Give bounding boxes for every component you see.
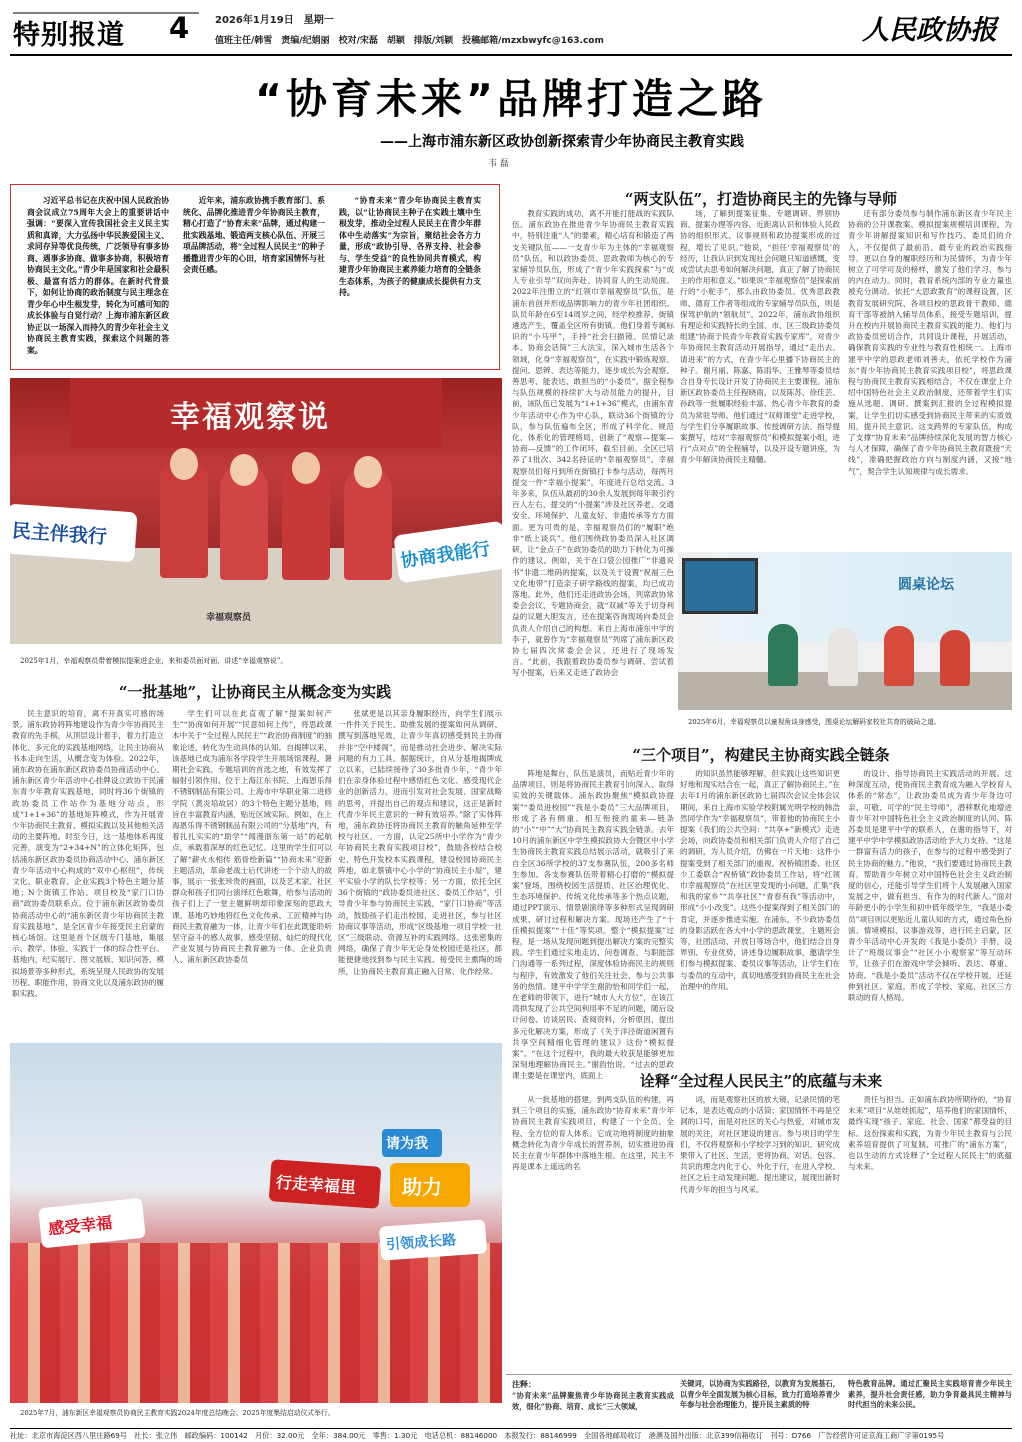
author: 韦 磊 <box>488 159 509 169</box>
person-4 <box>940 630 970 686</box>
sign-gala-left: 感受幸福 <box>38 1198 146 1249</box>
person-2 <box>828 628 858 686</box>
s2-col-3: 还有部分委员参与制作浦东新区青少年民主协商的公开课教案、模拟提案规模培训课程，为青少年讲解提案知识和写作技巧。委员们的介入，不仅提供了最前沿、最专业的政治实践指导，更以自身的履职经历和为民情怀，为青少年树立了可学可及的榜样，激发了他们学习、参与的内在动力。同时，教育系统内部的专业力量也被充分调动。依托“大思政教育”的课程设置，区教育发展研究院、各项目校的思政骨干教师、德育干部等被纳入辅导员体系，接受专题培训，提升在校内开展协商民主教育实践的能力。他们与政协委员密切合作，共同设计课程，开展活动，确保教育实践的专业性与教育性相统一。上海市建平中学的思政老师刘善夫，依托学校作为浦东“青少年协商民主教育实践项目校”，将思政课程与协商民主教育实践相结合，不仅在课堂上介绍中国特色社会主义政治制度，还带着学生们实施从选题、调研、撰案到汇报的全过程模拟提案，让学生们切实感受到协商民主带来的实质效用，提升民主意识。这支跨界的专家队伍，构成了支撑“协育未来”品牌持续深化发展的智力核心与人才保障，确保了青少年协商民主教育既接“天线”，准确把握政治方向与制度内涵，又接“地气”，契合学生认知规律与成长需求。 <box>848 209 1012 476</box>
lead-col-2: 近年来，浦东政协携手教育部门、系统化、品牌化推进青少年协商民主教育，精心打造了“协育未来”品牌，通过构建一批实践基地、锻造两支核心队伍、开展三项品牌活动，将“全过程人民民主”的种子播撒进青少年的心田，培育家国情怀与社会责任感。 <box>183 196 325 274</box>
header <box>0 0 1022 58</box>
date: 2026年1月19日 <box>215 15 294 26</box>
s1-col-1: 民主意识的培育，离不开真实可感的场景。浦东政协将阵地建设作为青少年协商民主教育的先手棋，从顶层设计着手，着力打造立体化、多元化的实践基地网络，让民主协商从书本走向生活，从概念变为体验。2022年，浦东政协在浦东新区政协委员协商活动中心、浦东新区青少年活动中心挂牌设立政协干民浦东青少年教育实践基地，同时将36个街镇的政协委员工作站作为基地分站点，形成“1+1+36”的基地矩阵模式，作为开展青少年协商民主教育、模拟实践以及其他相关活动的主要阵地。时至今日，这一基地体系再度完善，演变为“2+34+N”的立体化矩阵，包括浦东新区政协委员协商活动中心、浦东新区青少年活动中心构成的“双中心枢纽”，传统文化、职业教育、企业实践3个特色主题分基地；N个街镇工作站、项目校及“家门口协商”政协委员联系点。位于浦东新区政协委员协商活动中心的“浦东新区青少年协商民主教育实践基地”，是全区青少年接受民主启蒙的核心场馆。这里是首个区级专门基地，集展示、教学、体验、实践于一体的综合性平台。基地内，纪实展厅、图文展版、知识问答、模拟场景等多种形式，系统呈现人民政协的发展历程、职能作用，协商文化以及浦东政协的履职实践。 <box>12 709 164 999</box>
section-title: 特别报道 <box>13 20 125 51</box>
child-1-face <box>170 448 198 480</box>
sign-gala-please: 请为我 <box>382 1129 442 1157</box>
note-label: 注释： <box>512 1379 536 1389</box>
footer-rule <box>10 1428 1012 1429</box>
lead-box <box>10 184 500 370</box>
note-col-1: “协育未来”品牌聚焦青少年协商民主教育实践成效，细化“协商、培育、成长”三大领域， <box>512 1391 674 1411</box>
article-subtitle: ——上海市浦东新区政协创新探索青少年协商民主教育实践 <box>380 134 744 150</box>
s4-col-1: 从一批基地的搭建，到两支队伍的构建，再到三个项目的实施，浦东政协“协育未来”青少年协商民主教育实践项目，构建了一个全员、全程、全方位的育人体系。它成功地将制度的抽象概念转化为青少年成长的营养剂，切实推进协商民主在青少年群体中落地生根。在这里，民主不再是课本上遥远的名 <box>512 1095 674 1172</box>
section-1-heading: “一批基地”，让协商民主从概念变为实践 <box>118 683 392 701</box>
footer: 社址：北京市海淀区西八里庄路69号 社长：张立伟 邮政编码：100142 月价：32.00元 全年：384.00元 零售：1.30元 电话总机：88146000 本报发行：88146999 全国各地邮局收订 港澳及国外出版：北京399信箱收订 刊号：D766 广告经营许可证京海工商广字第0195号 <box>10 1431 945 1440</box>
screen <box>682 558 758 614</box>
photo-observers <box>10 378 502 644</box>
sign-right: 协商我能行 <box>393 521 509 584</box>
banner-title: 幸福观察说 <box>170 400 330 435</box>
note-col-2: 关键词，以协商为实践路径，以教育为发展基石，以青少年全面发展为核心目标，致力打造培养青少年参与社会治理能力，提升民主素质的特 <box>680 1379 840 1410</box>
note-col-3: 特色教育品牌。通过汇聚民主实践培育青少年民主素养，提升社会责任感，助力争育最具民主精神与时代担当的未来公民。 <box>848 1379 1012 1410</box>
sign-left: 民主伴我行 <box>4 504 137 563</box>
article-title: “协育未来”品牌打造之路 <box>255 75 767 123</box>
s2-col-2: 场，了解到提案征集、专题调研、界别协商、提案办理等内容，近距离认识和体验人民政协的组织形式、议事规则和政协提案形成的过程，增长了见识。”他说，“担任‘幸福观察员’的经历，让我认识到发现社会问题只知道感慨，变成尝试去思考如何解决问题，真正了解了协商民主的作用和意义。”如果说“幸福观察员”是探索前行的“小舵手”，那么由政协委员、优秀思政教师、德育工作者等组成的专家辅导员队伍，则是保驾护航的“领航员”。2022年，浦东政协组织有理论和实践特长的全国、市、区三级政协委员组建“协商于民青少年教育实践专家库”，对青少年协商民主教育活动开展指导，通过“走出去、请进来”的方式，在青少年心里播下协商民主的种子。谢月丽、陈嘉、陈雨华、王雅琴等委员结合自身专长设计开发了协商民主主要课程。浦东新区政协委员主任程晓雨，以及陈苏、徐佳芸、孙政等一批履职经验丰富、热心青少年教育的委员为常驻导师。他们通过“双师课堂”走进学校，与学生们分享履职故事、传授调研方法、指导提案撰写，结对“幸福观察员”和模拟提案小组，进行“点对点”的全程辅导，以及开设专题讲座，为青少年解读协商民主精髓。 <box>680 209 840 465</box>
section-tab <box>8 8 202 52</box>
masthead-logo: 人民政协报 <box>862 15 997 46</box>
caption-1: 2025年1月，幸福观察员带着模拟提案进企业，来和委员面对面，讲述“幸福观察说”。 <box>20 657 288 665</box>
s2-col-1: 教育实践的成功，离不开能打能战的实践队伍。浦东政协在推进青少年协商民主教育实践中，特别注重“人”的要素，精心培育和锻造了两支关键队伍——一支青少年为主体的“幸福观察员”队伍，和以政协委员、思政教师为核心的专家辅导员队伍，形成了“青少年实践探索”与“成人专业引导”双向奔赴、协同育人的生动局面。2022年注册立的“红领巾幸福观察员”队伍，是浦东首创并形成品牌影响力的青少年社团组织。队员年龄在6至14周岁之间，经学校推荐、街镇遴选产生，覆盖全区所有街镇。他们身着专属标识的“小马甲”，手持“社会扫描镜、民情记录本、协商会话简”三大法宝，深入城市生活各个领域，化身“幸福观察员”，在实践中锻炼观察、提问、思辨、表达等能力，逐步成长为会观察、善思考、能表达、敢担当的“小委员”。据全程参与队伍规模的持续扩大与动员能力的提升，目前，该队伍已发展为“1+1+36”模式，由浦东青少年活动中心作为中心队，联动36个街镇的分队，参与队伍遍布全区，形成了科学化、规范化、体系化的管理格局，创新了“观察—提案—协商—反馈”的工作闭环，截至目前，全区已培养了1批次、342名持证的“幸福观察员”。幸福观察员们每月到所在街镇打卡参与活动，每两月提交一件“幸福小提案”，年度进行总结交流。3年多来，队伍从最初的30余人发展到每年吸引约百人左右，提交的“小提案”涉及社区养老、交通安全、环境保护、儿童友好、非遗传承等方方面面。更为可贵的是，幸福观察员们的“履职”绝非“纸上谈兵”。他们围绕政协委员深入社区调研，让“金点子”在政协委员的助力下转化为可操作的建议。例如，关于在口袋公园推广“非遗说书”非遗二维码的提案，以及关于设置“祝福三色文化地带”打造亲子研学路线的提案，均已成功落地。此外，他们还走进政协会场，列席政协常委会会议、专题协商会，就“双减”等关于切身利益的议题大胆发言，还在提案咨询现场向委员会负责人介绍自己的构想。来自上海市浦东中学的李子，就曾作为“幸福观察员”列席了浦东新区政协七届四次常委会会议，还进行了现场发言。“此前，我跟着政协委员参与调研、尝试着写小提案，后来又走进了政协会 <box>512 209 674 678</box>
lead-col-1: 习近平总书记在庆祝中国人民政治协商会议成立75周年大会上的重要讲话中强调：“要深入宣传我国社会主义民主实质和真谛，大力弘扬中华民族爱国主义、求同存异等优良传统，广泛领导有事多协商、遇事多协商、做事多协商，积极培育协商民主文化。”青少年是国家和社会最积极、最富有活力的群体。在新时代背景下，如何让协商的政治制度与民主理念在青少年心中生根发芽，转化为可感可知的成长体验与自觉行动？上海市浦东新区政协正以一场深入而持久的青少年社会主义协商民主教育实践，探索这个问题的答案。 <box>27 196 169 355</box>
section-3-heading: “三个项目”，构建民主协商实践全链条 <box>632 746 890 764</box>
sign-gala-help: 助力 <box>390 1163 470 1207</box>
s3-col-3: 的设计、指导协商民主实践活动的开展。这种深度互动，使协商民主教育成为融入学校育人体系的“常态”，让政协委员成为青少年身边可亲、可敬、可学的“民主导师”，潜移默化地增进青少年对中国特色社会主义政治制度的认同。陈苏委员是建平中学的联系人，在谢的指导下，对建平中学中学模拟政协活动给予大力支持。“这是一群富有活力的孩子，在参与的过程中感受到了民主协商的魅力。”他说，“我们要通过协商民主教育，帮助青少年树立对中国特色社会主义政治制度的信心，还能引导学生们将个人发展融入国家发展之中，做有担当、有作为的时代新人。”面对年龄更小的小学生和初中低年级学生，“我是小委员”项目则以更贴近儿童认知的方式，通过角色扮演、情境模拟、议事游戏等，进行民主启蒙。区青少年活动中心开发的《我是小委员》手册，设计了“班级议事会”“社区小小观察家”等互动环节，让孩子们在游戏中学会倾听、表达、尊重、协商。“我是小委员”活动不仅在学校开展，还延伸到社区、家庭，形成了学校、家庭、社区三方联动的育人格局。 <box>848 769 1012 1003</box>
roundtable-sign: 圆桌论坛 <box>898 577 954 593</box>
sign-gala-right: 行走幸福里 <box>269 1159 382 1209</box>
issue-date <box>215 11 334 26</box>
backdrop <box>718 552 1012 642</box>
person-3 <box>884 626 914 686</box>
s1-col-3: 张斌更是以其亲身履职经历，向学生们展示一件件关于民生、助推发展的提案如何从调研、撰写到落地见效，让青少年真切感受到民主协商并非“空中楼阁”，而是推动社会进步、解决实际问题的有力工具。据据统计，自从分基地揭牌成立以来，已陆续接待了30多批青少年，“青少年们在亲身体验过程中感悟红色文化、感受现代企业的创新活力，进而引发对社会发展、国家战略的思考，并提出自己的观点和建议，这正是新时代青少年民主意识的一种有效培养。”除了实体阵地，浦东政协还将协商民主教育的触角延伸至学校与社区。一方面，认定25所中小学作为“青少年协商民主教育实践项目校”，鼓励各校结合校史、特色开发校本实践课程，建设校园协商民主阵地，如北蔡镇中心小学的“协商民主小屋”，建平实验小学的队长学校等；另一方面，依托全区36个街镇的“政协委员进社区、委员工作站”，引导青少年参与协商民主实践，“家门口协商”等活动，鼓励孩子们走出校园，走进社区，参与社区协商议事等活动，形成“区级基地一项目学校一社区”三级联动、资源互补的实践网络。这张密集的网络，确保了青少年无论身处校园还是社区，都能便捷地找到参与民主实践、接受民主熏陶的场所，让协商民主教育真正融入日常、化作经常。 <box>338 709 502 976</box>
caption-3: 2025年7月，浦东新区幸福观察员协商民主教育实践2024年度总结晚会、2025年度集结启动仪式举行。 <box>20 1409 335 1417</box>
crowd <box>10 1243 502 1403</box>
weekday: 星期一 <box>303 15 334 26</box>
photo-gala <box>10 1043 502 1403</box>
child-2-face <box>230 454 258 486</box>
page-number: 4 <box>169 11 190 45</box>
table-label: 幸福观察员 <box>206 613 252 623</box>
s3-col-1: 阵地是舞台，队伍是演员，而贴近青少年的品牌项目，则是将协商民主教育引向深入、取得实效的关键载体。浦东政协聚焦“模拟政协提案”“委员进校园”“我是小委员”三大品牌项目，形成了各有侧重、相互衔接的童来—链条的“小”“中”“大”协商民主教育实践全链条。去年10月的浦东新区中学生模拟政协大会暨区中小学生协商民主教育实践总结展示活动，就吸引了来自全区36所学校的37支参赛队伍，200多名师生参加。各支参赛队伍带着精心打磨的“模拟提案”登场，围绕校园生活提质、社区治理优化、生态环境保护、传统文化传承等多个热点议题，通过PPT演示、情景剧演绎等多种形式呈现调研成果、研讨过程和解决方案。现场还产生了“十佳模拟提案”“十佳”等奖项。整个“模拟提案”过程，是一场从发现问题到提出解决方案的完整实践。学生们通过实地走访、问卷调查、与职能部门沟通等一系列过程，深度体验协商民主的规则与程序，有效激发了他们关注社会、参与公共事务的热情。建平中学学生谢韵怡和同学们一起，在老师的带领下，进行“城市人大方位”，在该江湾拱发现了公共空间利用率不足的问题，随后设计问卷、访谈居民、查阅资料，分析原因，提出多元化解决方案，形成了《关于洋泾街道闲置有共享空间精细化管理的建议》这份“模拟提案”。“在这个过程中，我的最大收获是能够更加深刻地理解协商民主。”谢韵怡说。“过去的思政课主要是在课堂内，底面上 <box>512 769 674 1081</box>
s4-col-3: 责任与担当。正如浦东政协所期待的，“协育未来”项目“从娃娃抓起”，培养他们的家国情怀，最终实现“孩子、家庭、社会、国家”都受益的目标。这份探索和实践，为青少年民主教育与公民素养培育提供了可复制、可推广的“浦东方案”，也以生动的方式诠释了“全过程人民民主”的底蕴与未来。 <box>848 1095 1012 1172</box>
sign-gala-road: 引领成长路 <box>379 1219 487 1260</box>
child-3-face <box>292 452 320 484</box>
photo-roundtable <box>678 552 1012 710</box>
s3-col-2: 的知识虽然能够理解，但实践让这些知识更好地和现实结合在一起，真正了解协商民主。”在去年1月的浦东新区政协七届四次会议全体会议期间，来自上海市实验学校附属光明学校的韩浩然同学作为“幸福观察员”，带着他的协商民主小提案《我们的公共空间：“共享+”新模式》走进会场，向政协委员和相关部门负责人介绍了自己的调研，为人员介绍，仿佛在一片天地：这件小提案受到了相关部门的重视。祝桥镇团委、社区少工委联合“祝桥镇”政协委员工作站，将“红领巾幸福观察员”在社区里发现的小问题，汇集“我和我的家乡”“共享社区”“青春有我”等活动中，形成“小小改变”。这些小提案得到了相关部门的肯定，并逐步推进实施。在浦东，不少政协委员的身影活跃在各大中小学的思政课堂，主题班会等，社团活动、开放日等场合中，他们结合自身界别、专业优势，讲述身边履职故事，邀请学生们参与模拟提案、委员议事等活动，让学生们在与委员的互动中，真切地感受到协商民主在社会治理中的作用。 <box>680 769 840 991</box>
header-rule <box>10 54 1012 56</box>
child-4-face <box>354 456 382 488</box>
caption-2: 2025年6月，幸福观察员以童视角谈身感受，围桌论坛解码家校社共育的破局之道。 <box>688 718 941 726</box>
s4-col-2: 词，而是观察社区的放大镜、记录民情的笔记本，是表达观点的小话筒；家国情怀不再是空洞的口号，而是对社区的关心与热爱，对城市发展的关注，对社区建设的建言。参与项目的学生们，不仅将观察和小学校学习到的知识、研究成果带入了社区、生活，更将协商、对话、包容、共识的理念内化于心、外化于行，在进入学校、社区之后主动发现问题、提出建议，展现出新时代青少年的担当与风采。 <box>680 1095 840 1194</box>
person-1 <box>768 624 798 686</box>
note-rule <box>506 1374 1012 1375</box>
s1-col-2: 学生们可以在此直观了解“提案如何产生”“协商如何开展”“民意如何上传”，将思政课本中关于“全过程人民民主”“政治协商制度”的抽象论述，转化为生动具体的认知。自揭牌以来，该基地已成为浦东各学段学生开展场馆课程、暑期社会实践、专题培训的首选之地，有效发挥了辐射引领作用。位于上海江东书院、上海恩乐得不锈钢制品有限公司、上海市中华职业第二进修学院（黄炎培故居）的3个特色主题分基地，则旨在丰富教育内涵，贴近区域实际。例如，在上海恩乐得不锈钢制品有限公司的“分基地”内，有着扎扎实实的“助学”“闻漫浙东第一站”的起航点，承载着深厚的红色记忆。这里的学生们可以了解“薪火永相传 筋骨绘新篇”“协商未来”迎新主题活动，革命老战士后代讲述一个个动人的故事，展示一张张珍贵的画面，以及艺术家、社区群众和孩子们同台演绎红色歌舞，给参与活动的孩子们上了一堂主题鲜明却印象深刻的思政大课。基地巧妙地将红色文化传承、工匠精神与协商民主教育融为一体，让青少年们在此既能聆听坚守奋斗的感人故事，感受坚韧、灿烂的现代化产业发展与协商民主教育融为一体。企业负责人、浦东新区政协委员 <box>172 709 332 965</box>
staff-line: 值班主任/韩雪 责编/纪娟丽 校对/宋磊 胡颖 排版/刘颖 投稿邮箱/mzxbwyfc@163.com <box>215 36 604 46</box>
section-4-heading: 诠释“全过程人民民主”的底蕴与未来 <box>639 1072 883 1090</box>
lead-col-3: “协育未来”青少年协商民主教育实践，以“让协商民主种子在实践土壤中生根发芽，推动全过程人民民主在青少年群体中生动落实”为宗旨，聚结社会各方力量，形成“政协引导、各界支持、社会参与、学生受益”的良性协同共育模式，构建青少年协商民主素养能力培育的全链条生态体系，为孩子的健康成长提供有力支持。 <box>339 196 481 297</box>
section-2-heading: “两支队伍”，打造协商民主的先锋与导师 <box>624 190 898 208</box>
